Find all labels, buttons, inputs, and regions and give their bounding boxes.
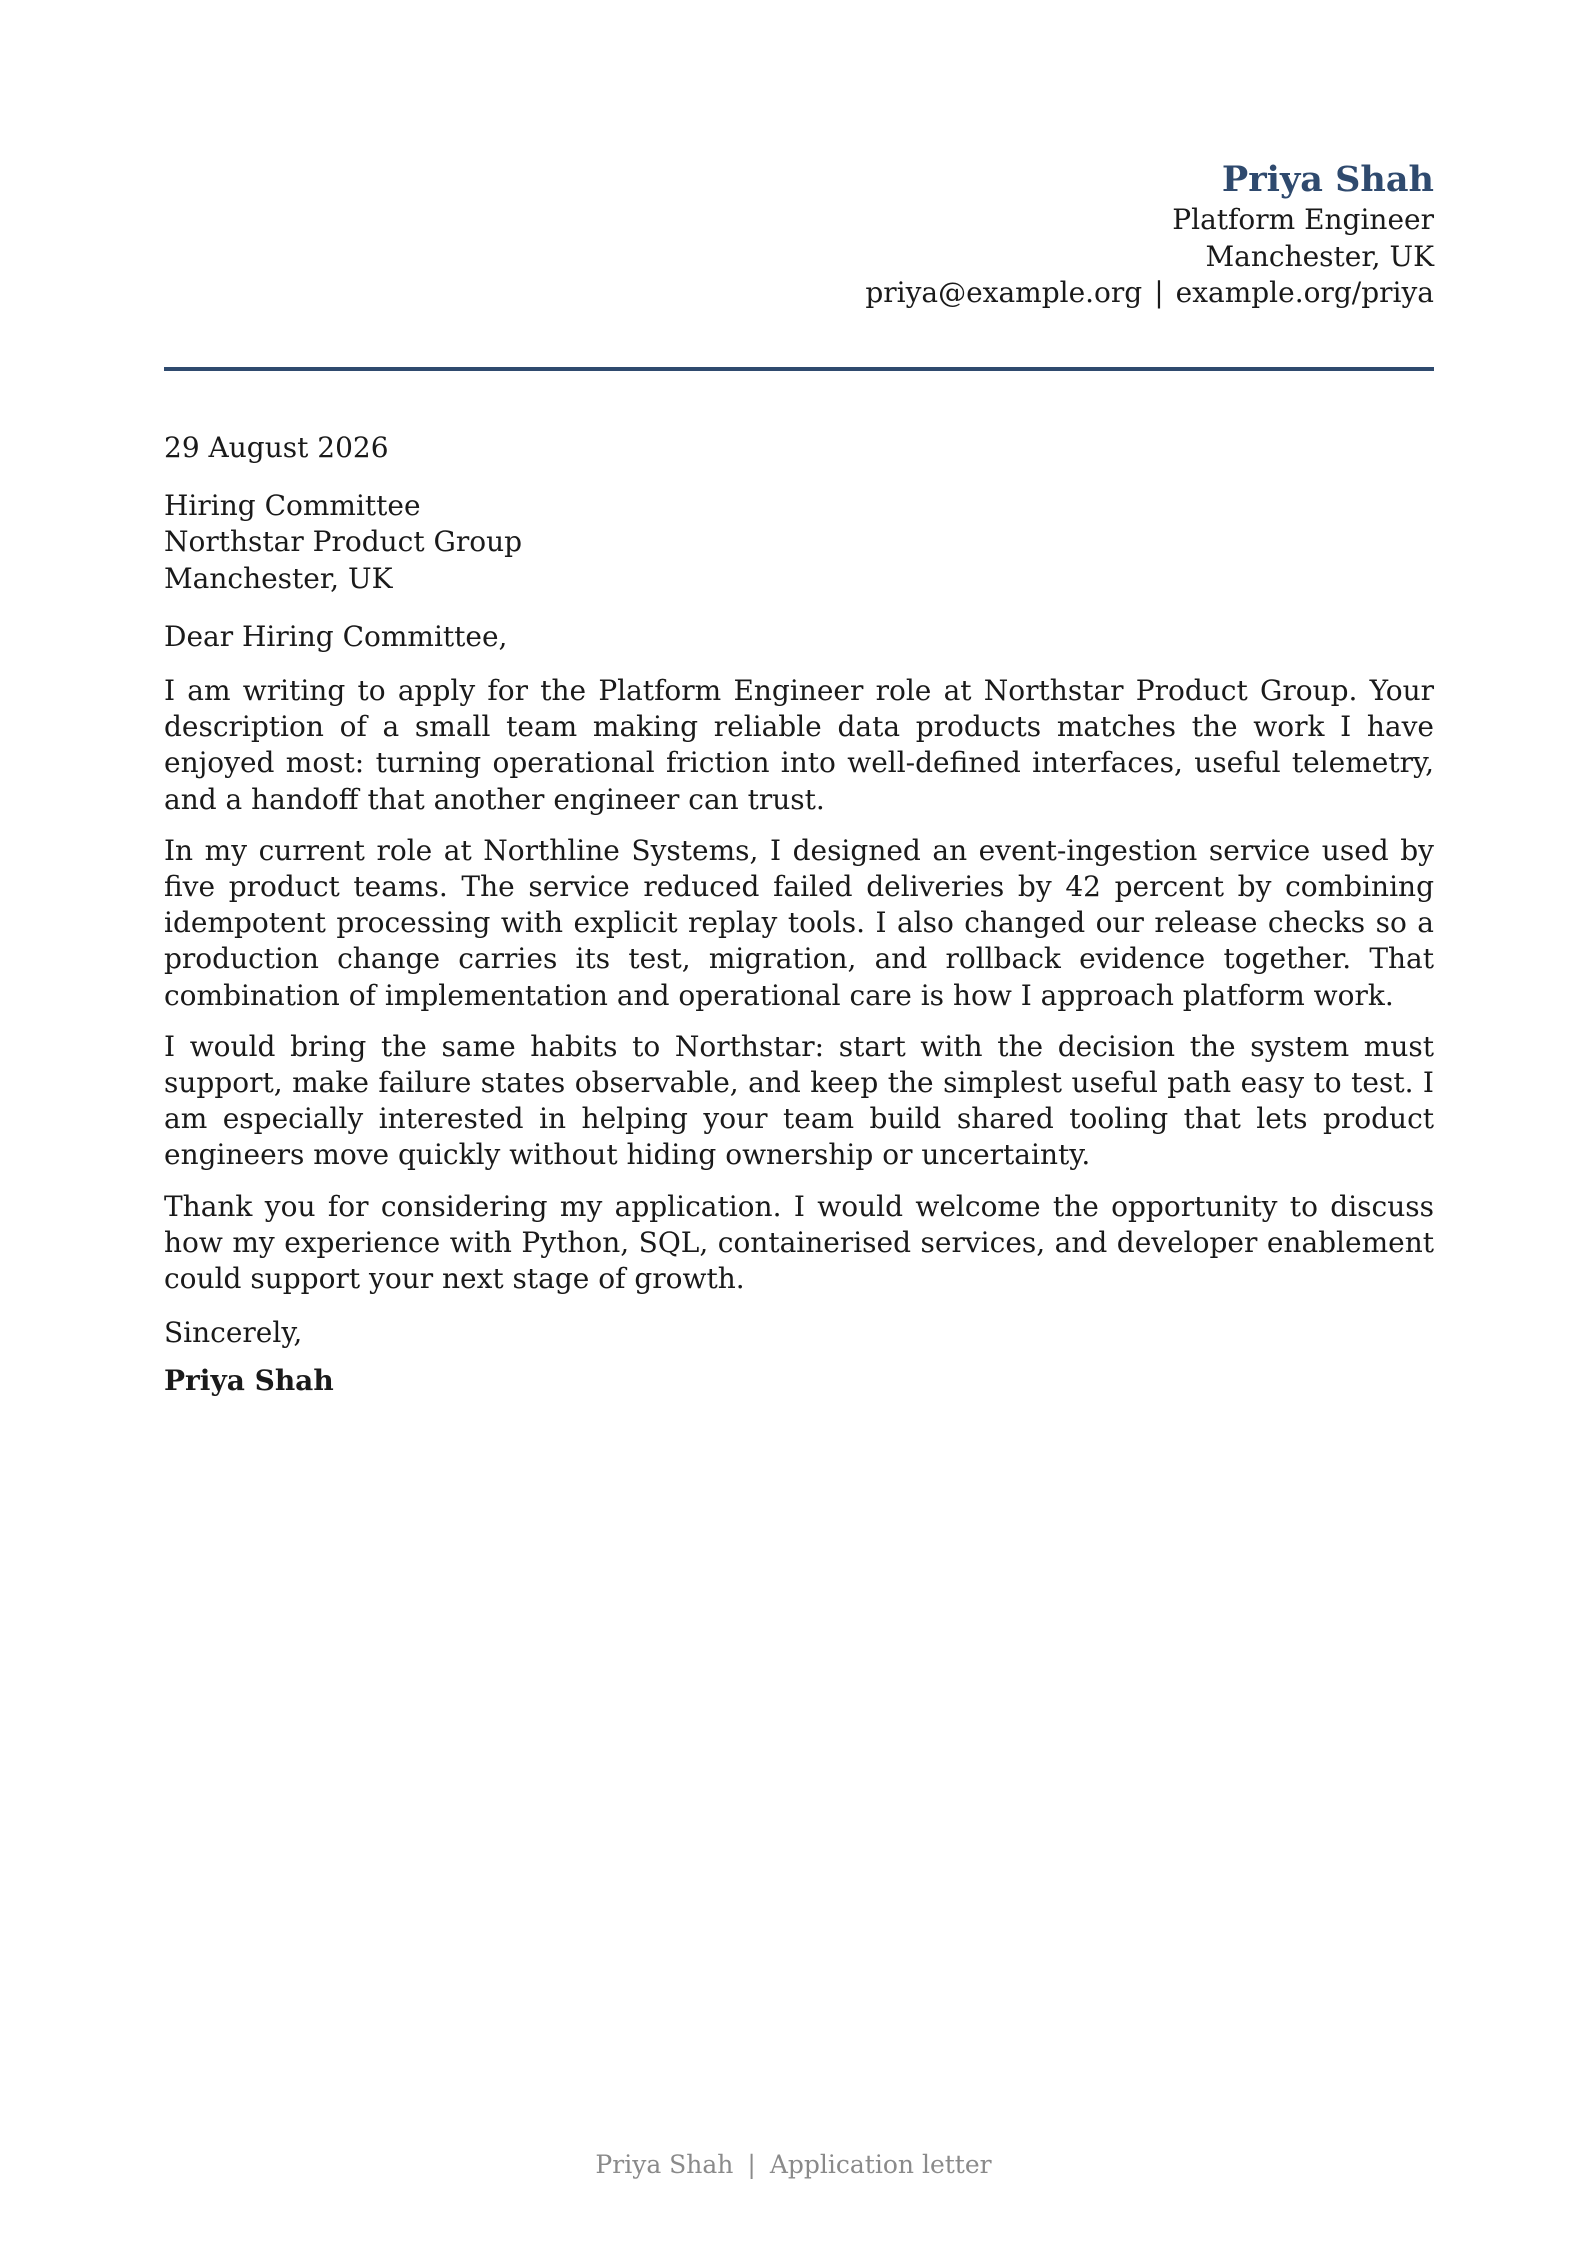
footer-separator: |: [747, 2150, 756, 2179]
recipient-line: Northstar Product Group: [164, 525, 523, 559]
sender-title: Platform Engineer: [1172, 203, 1434, 236]
signature: Priya Shah: [164, 1364, 334, 1398]
sender-contact: [865, 275, 1434, 312]
footer-label: Application letter: [769, 2150, 992, 2179]
recipient-block: [164, 488, 1434, 597]
sender-location: Manchester, UK: [1205, 239, 1434, 273]
recipient-line: Manchester, UK: [164, 561, 393, 595]
body-paragraph: I am writing to apply for the Platform Engineer role at Northstar Product Group. Your description of a small team making reliable data products matches the work I have enjoyed most: turning operational friction into well-defined interfaces, useful telemetry, and a handoff that another engineer can trust.: [164, 674, 1434, 816]
letter-body: [164, 430, 1434, 1400]
body-paragraph: In my current role at Northline Systems, I designed an event-ingestion service used by five product teams. The service reduced failed deliveries by 42 percent by combining idempotent processing with explicit replay tools. I also changed our release checks so a production change carries its test, migration, and rollback evidence together. That combination of implementation and operational care is how I approach platform work.: [164, 833, 1434, 1012]
letter-header: [865, 158, 1434, 312]
sender-website: example.org/priya: [1175, 276, 1434, 309]
sender-name: Priya Shah: [1221, 159, 1434, 200]
page-footer: [0, 2150, 1587, 2180]
closing: Sincerely,: [164, 1316, 303, 1350]
body-paragraph: Thank you for considering my application. I would welcome the opportunity to discuss how my experience with Python, SQL, containerised services, and developer enablement could support your next stage of growth.: [164, 1189, 1434, 1296]
body-paragraph: I would bring the same habits to Northstar: start with the decision the system must support, make failure states observable, and keep the simplest useful path easy to test. I am especially interested in helping your team build shared tooling that lets product engineers move quickly without hiding ownership or uncertainty.: [164, 1029, 1434, 1172]
recipient-line: Hiring Committee: [164, 489, 421, 523]
salutation: Dear Hiring Committee,: [164, 619, 508, 653]
letter-page: [164, 0, 1434, 2245]
letter-date: 29 August 2026: [164, 431, 389, 464]
header-divider: [164, 367, 1434, 371]
contact-separator: |: [1154, 276, 1164, 309]
footer-name: Priya Shah: [595, 2150, 734, 2179]
sender-email: priya@example.org: [865, 276, 1143, 309]
